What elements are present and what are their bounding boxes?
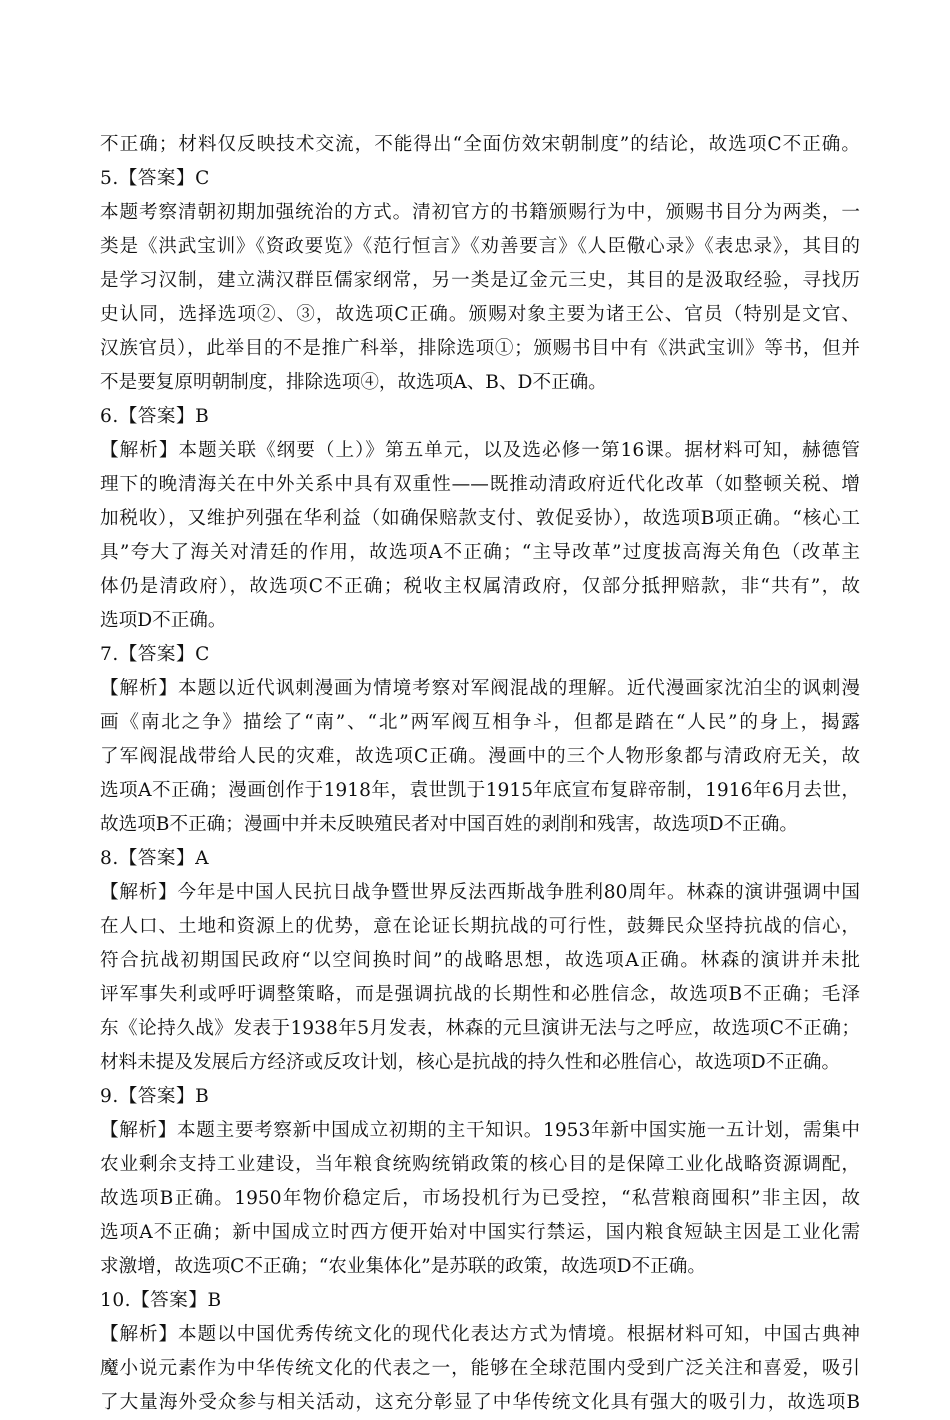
- text-line: 符合抗战初期国民政府“以空间换时间”的战略思想，故选项A正确。林森的演讲并未批: [100, 950, 860, 971]
- text-line: 【解析】本题关联《纲要（上）》第五单元，以及选必修一第16课。据材料可知，赫德管: [100, 440, 860, 461]
- text-line: 故选项B不正确；漫画中并未反映殖民者对中国百姓的剥削和残害，故选项D不正确。: [100, 814, 798, 835]
- text-line: 不是要复原明朝制度，排除选项④，故选项A、B、D不正确。: [100, 372, 607, 393]
- text-line: 选项A不正确；漫画创作于1918年，袁世凯于1915年底宣布复辟帝制，1916年6月去世，: [100, 780, 860, 801]
- answer-heading: 10.【答案】B: [100, 1290, 222, 1311]
- text-line: 选项D不正确。: [100, 610, 227, 631]
- text-line: 评军事失利或呼吁调整策略，而是强调抗战的长期性和必胜信念，故选项B不正确；毛泽: [100, 984, 860, 1005]
- answer-heading: 7.【答案】C: [100, 644, 210, 665]
- text-line: 【解析】本题以近代讽刺漫画为情境考察对军阀混战的理解。近代漫画家沈泊尘的讽刺漫: [100, 678, 860, 699]
- text-line: 【解析】本题主要考察新中国成立初期的主干知识。1953年新中国实施一五计划，需集中: [100, 1120, 860, 1141]
- text-line: 【解析】本题以中国优秀传统文化的现代化表达方式为情境。根据材料可知，中国古典神: [100, 1324, 860, 1345]
- text-line: 农业剩余支持工业建设，当年粮食统购统销政策的核心目的是保障工业化战略资源调配，: [100, 1154, 860, 1175]
- text-line: 汉族官员），此举目的不是推广科举，排除选项①；颁赐书目中有《洪武宝训》等书，但并: [100, 338, 860, 359]
- text-line: 本题考察清朝初期加强统治的方式。清初官方的书籍颁赐行为中，颁赐书目分为两类，一: [100, 202, 860, 223]
- text-line: 体仍是清政府），故选项C不正确；税收主权属清政府，仅部分抵押赔款，非“共有”，故: [100, 576, 860, 597]
- answer-heading: 8.【答案】A: [100, 848, 210, 869]
- text-line: 了大量海外受众参与相关活动，这充分彰显了中华传统文化具有强大的吸引力，故选项B: [100, 1392, 860, 1413]
- text-line: 加税收），又维护列强在华利益（如确保赔款支付、敦促妥协），故选项B项正确。“核心工: [100, 508, 860, 529]
- text-line: 具”夸大了海关对清廷的作用，故选项A不正确；“主导改革”过度拔高海关角色（改革主: [100, 542, 860, 563]
- text-line: 选项A不正确；新中国成立时西方便开始对中国实行禁运，国内粮食短缺主因是工业化需: [100, 1222, 860, 1243]
- answer-heading: 6.【答案】B: [100, 406, 210, 427]
- text-line: 求激增，故选项C不正确；“农业集体化”是苏联的政策，故选项D不正确。: [100, 1256, 706, 1277]
- text-line: 魔小说元素作为中华传统文化的代表之一，能够在全球范围内受到广泛关注和喜爱，吸引: [100, 1358, 860, 1379]
- text-line: 了军阀混战带给人民的灾难，故选项C正确。漫画中的三个人物形象都与清政府无关，故: [100, 746, 860, 767]
- text-line: 史认同，选择选项②、③，故选项C正确。颁赐对象主要为诸王公、官员（特别是文官、: [100, 304, 860, 325]
- text-line: 不正确；材料仅反映技术交流，不能得出“全面仿效宋朝制度”的结论，故选项C不正确。: [100, 134, 860, 155]
- text-line: 在人口、土地和资源上的优势，意在论证长期抗战的可行性，鼓舞民众坚持抗战的信心，: [100, 916, 860, 937]
- text-line: 材料未提及发展后方经济或反攻计划，核心是抗战的持久性和必胜信心，故选项D不正确。: [100, 1052, 841, 1073]
- answer-heading: 9.【答案】B: [100, 1086, 210, 1107]
- text-line: 画《南北之争》描绘了“南”、“北”两军阀互相争斗，但都是踏在“人民”的身上，揭露: [100, 712, 860, 733]
- answer-heading: 5.【答案】C: [100, 168, 210, 189]
- text-line: 故选项B正确。1950年物价稳定后，市场投机行为已受控，“私营粮商囤积”非主因，故: [100, 1188, 860, 1209]
- text-line: 东《论持久战》发表于1938年5月发表，林森的元旦演讲无法与之呼应，故选项C不正确；: [100, 1018, 860, 1039]
- text-line: 类是《洪武宝训》《资政要览》《范行恒言》《劝善要言》《人臣儆心录》《表忠录》，其目的: [100, 236, 860, 257]
- text-line: 理下的晚清海关在中外关系中具有双重性——既推动清政府近代化改革（如整顿关税、增: [100, 474, 860, 495]
- text-line: 【解析】今年是中国人民抗日战争暨世界反法西斯战争胜利80周年。林森的演讲强调中国: [100, 882, 860, 903]
- text-line: 是学习汉制，建立满汉群臣儒家纲常，另一类是辽金元三史，其目的是汲取经验，寻找历: [100, 270, 860, 291]
- document-body: [100, 128, 860, 1420]
